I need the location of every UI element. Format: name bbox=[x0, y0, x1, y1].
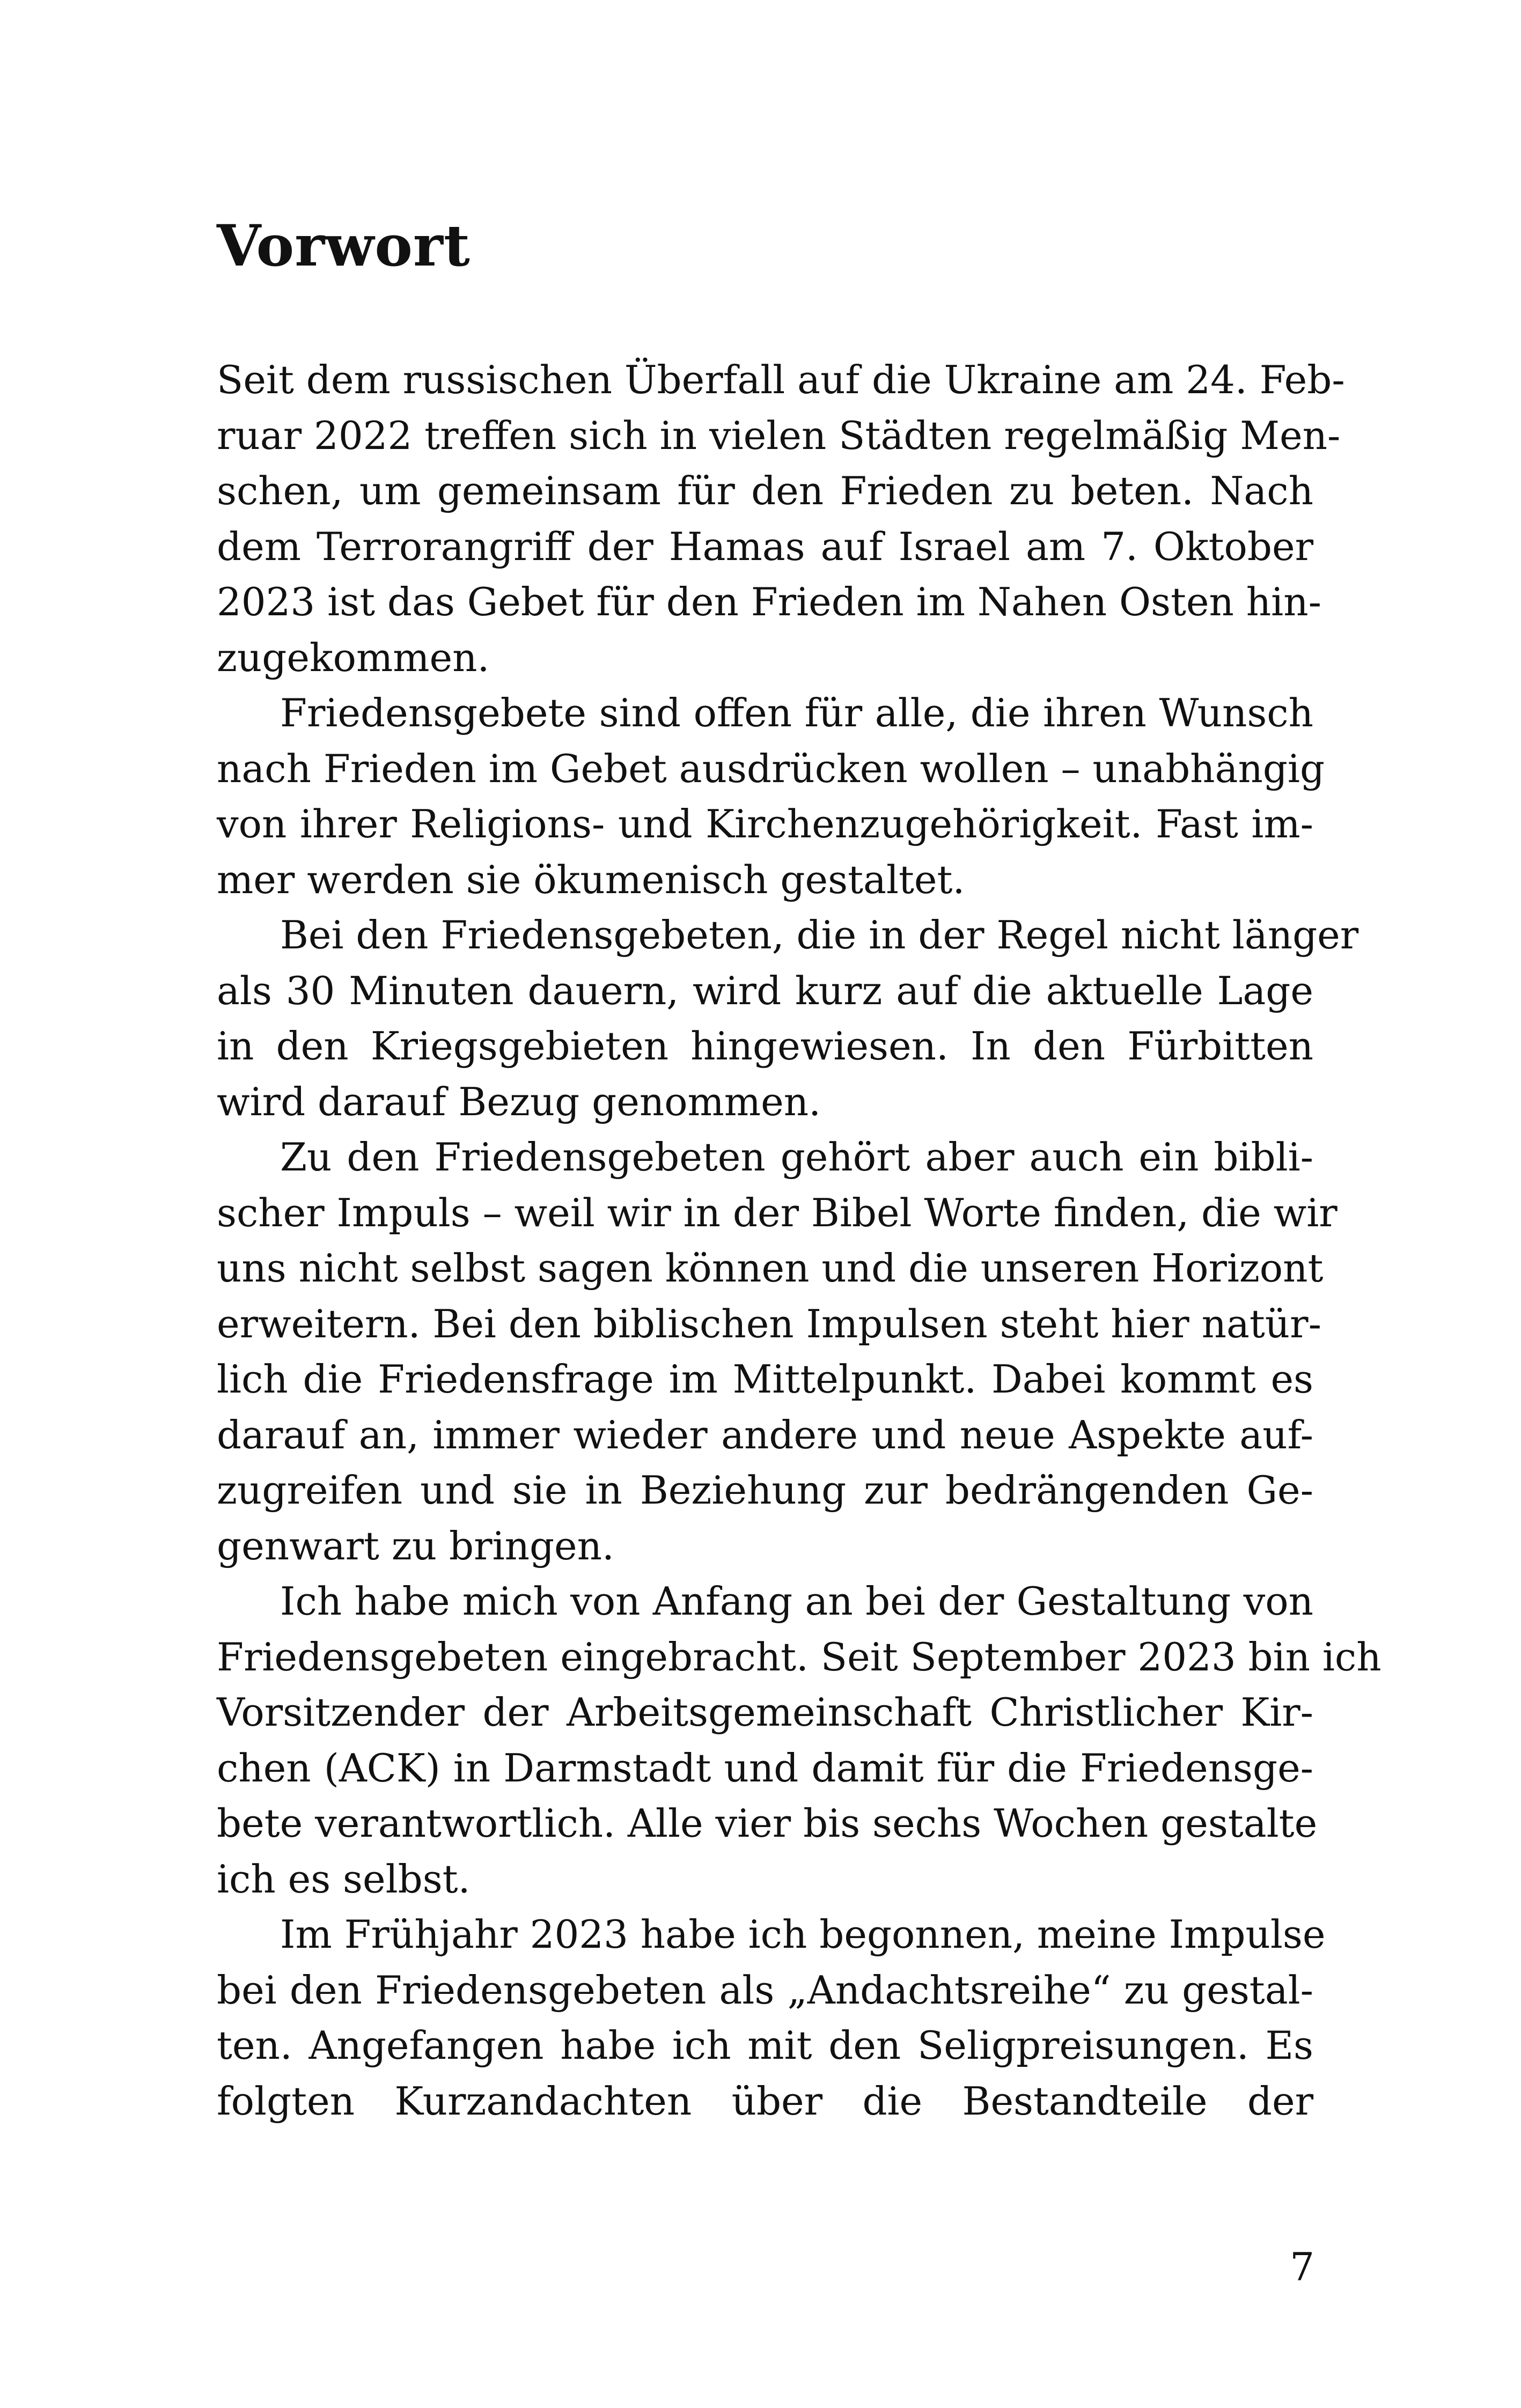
chapter-heading: Vorwort bbox=[217, 212, 471, 279]
paragraph bbox=[217, 352, 1345, 686]
text-line: wird darauf Bezug genommen. bbox=[217, 1079, 821, 1124]
paragraph bbox=[217, 908, 1359, 1130]
text-line: Vorsitzender der Arbeitsgemeinschaft Christlicher Kir- bbox=[217, 1690, 1313, 1735]
text-line: nach Frieden im Gebet ausdrücken wollen – unabhängig bbox=[217, 746, 1325, 791]
text-line: schen, um gemeinsam für den Frieden zu beten. Nach bbox=[217, 468, 1313, 513]
text-line: uns nicht selbst sagen können und die unseren Horizont bbox=[217, 1246, 1324, 1291]
text-line: folgten Kurzandachten über die Bestandteile der bbox=[217, 2078, 1313, 2124]
text-line: zugreifen und sie in Beziehung zur bedrängenden Ge- bbox=[217, 1468, 1313, 1513]
text-line: Bei den Friedensgebeten, die in der Regel nicht länger bbox=[280, 912, 1359, 958]
page-number: 7 bbox=[1290, 2244, 1314, 2289]
paragraph bbox=[217, 1574, 1382, 1907]
text-line: als 30 Minuten dauern, wird kurz auf die aktuelle Lage bbox=[217, 968, 1313, 1013]
text-line: bei den Friedensgebeten als „Andachtsreihe“ zu gestal- bbox=[217, 1967, 1313, 2013]
text-line: genwart zu bringen. bbox=[217, 1523, 614, 1568]
text-line: lich die Friedensfrage im Mittelpunkt. Dabei kommt es bbox=[217, 1357, 1313, 1402]
text-line: mer werden sie ökumenisch gestaltet. bbox=[217, 857, 965, 902]
paragraph bbox=[217, 686, 1325, 908]
text-line: ruar 2022 treffen sich in vielen Städten regelmäßig Men- bbox=[217, 413, 1341, 458]
text-line: ten. Angefangen habe ich mit den Seligpreisungen. Es bbox=[217, 2023, 1313, 2068]
paragraph bbox=[217, 1130, 1338, 1574]
text-line: Zu den Friedensgebeten gehört aber auch ein bibli- bbox=[280, 1135, 1313, 1180]
text-line: bete verantwortlich. Alle vier bis sechs Wochen gestalte bbox=[217, 1801, 1318, 1846]
text-line: Im Frühjahr 2023 habe ich begonnen, meine Impulse bbox=[280, 1912, 1326, 1957]
text-line: in den Kriegsgebieten hingewiesen. In den Fürbitten bbox=[217, 1023, 1313, 1069]
text-line: dem Terrorangriff der Hamas auf Israel am 7. Oktober bbox=[217, 524, 1313, 569]
text-line: scher Impuls – weil wir in der Bibel Worte finden, die wir bbox=[217, 1190, 1338, 1235]
body-text bbox=[217, 352, 1382, 2129]
text-line: zugekommen. bbox=[217, 635, 490, 680]
text-line: darauf an, immer wieder andere und neue Aspekte auf- bbox=[217, 1412, 1313, 1457]
text-line: Friedensgebeten eingebracht. Seit September 2023 bin ich bbox=[217, 1634, 1382, 1680]
text-line: erweitern. Bei den biblischen Impulsen steht hier natür- bbox=[217, 1301, 1321, 1346]
text-line: ich es selbst. bbox=[217, 1856, 471, 1902]
text-line: chen (ACK) in Darmstadt und damit für die Friedensge- bbox=[217, 1745, 1313, 1791]
text-line: von ihrer Religions- und Kirchenzugehörigkeit. Fast im- bbox=[217, 801, 1313, 846]
text-line: Seit dem russischen Überfall auf die Ukraine am 24. Feb- bbox=[217, 357, 1345, 402]
paragraph bbox=[217, 1907, 1326, 2129]
text-line: Ich habe mich von Anfang an bei der Gestaltung von bbox=[280, 1579, 1313, 1624]
text-line: 2023 ist das Gebet für den Frieden im Nahen Osten hin- bbox=[217, 579, 1321, 624]
text-line: Friedensgebete sind offen für alle, die ihren Wunsch bbox=[280, 690, 1313, 735]
